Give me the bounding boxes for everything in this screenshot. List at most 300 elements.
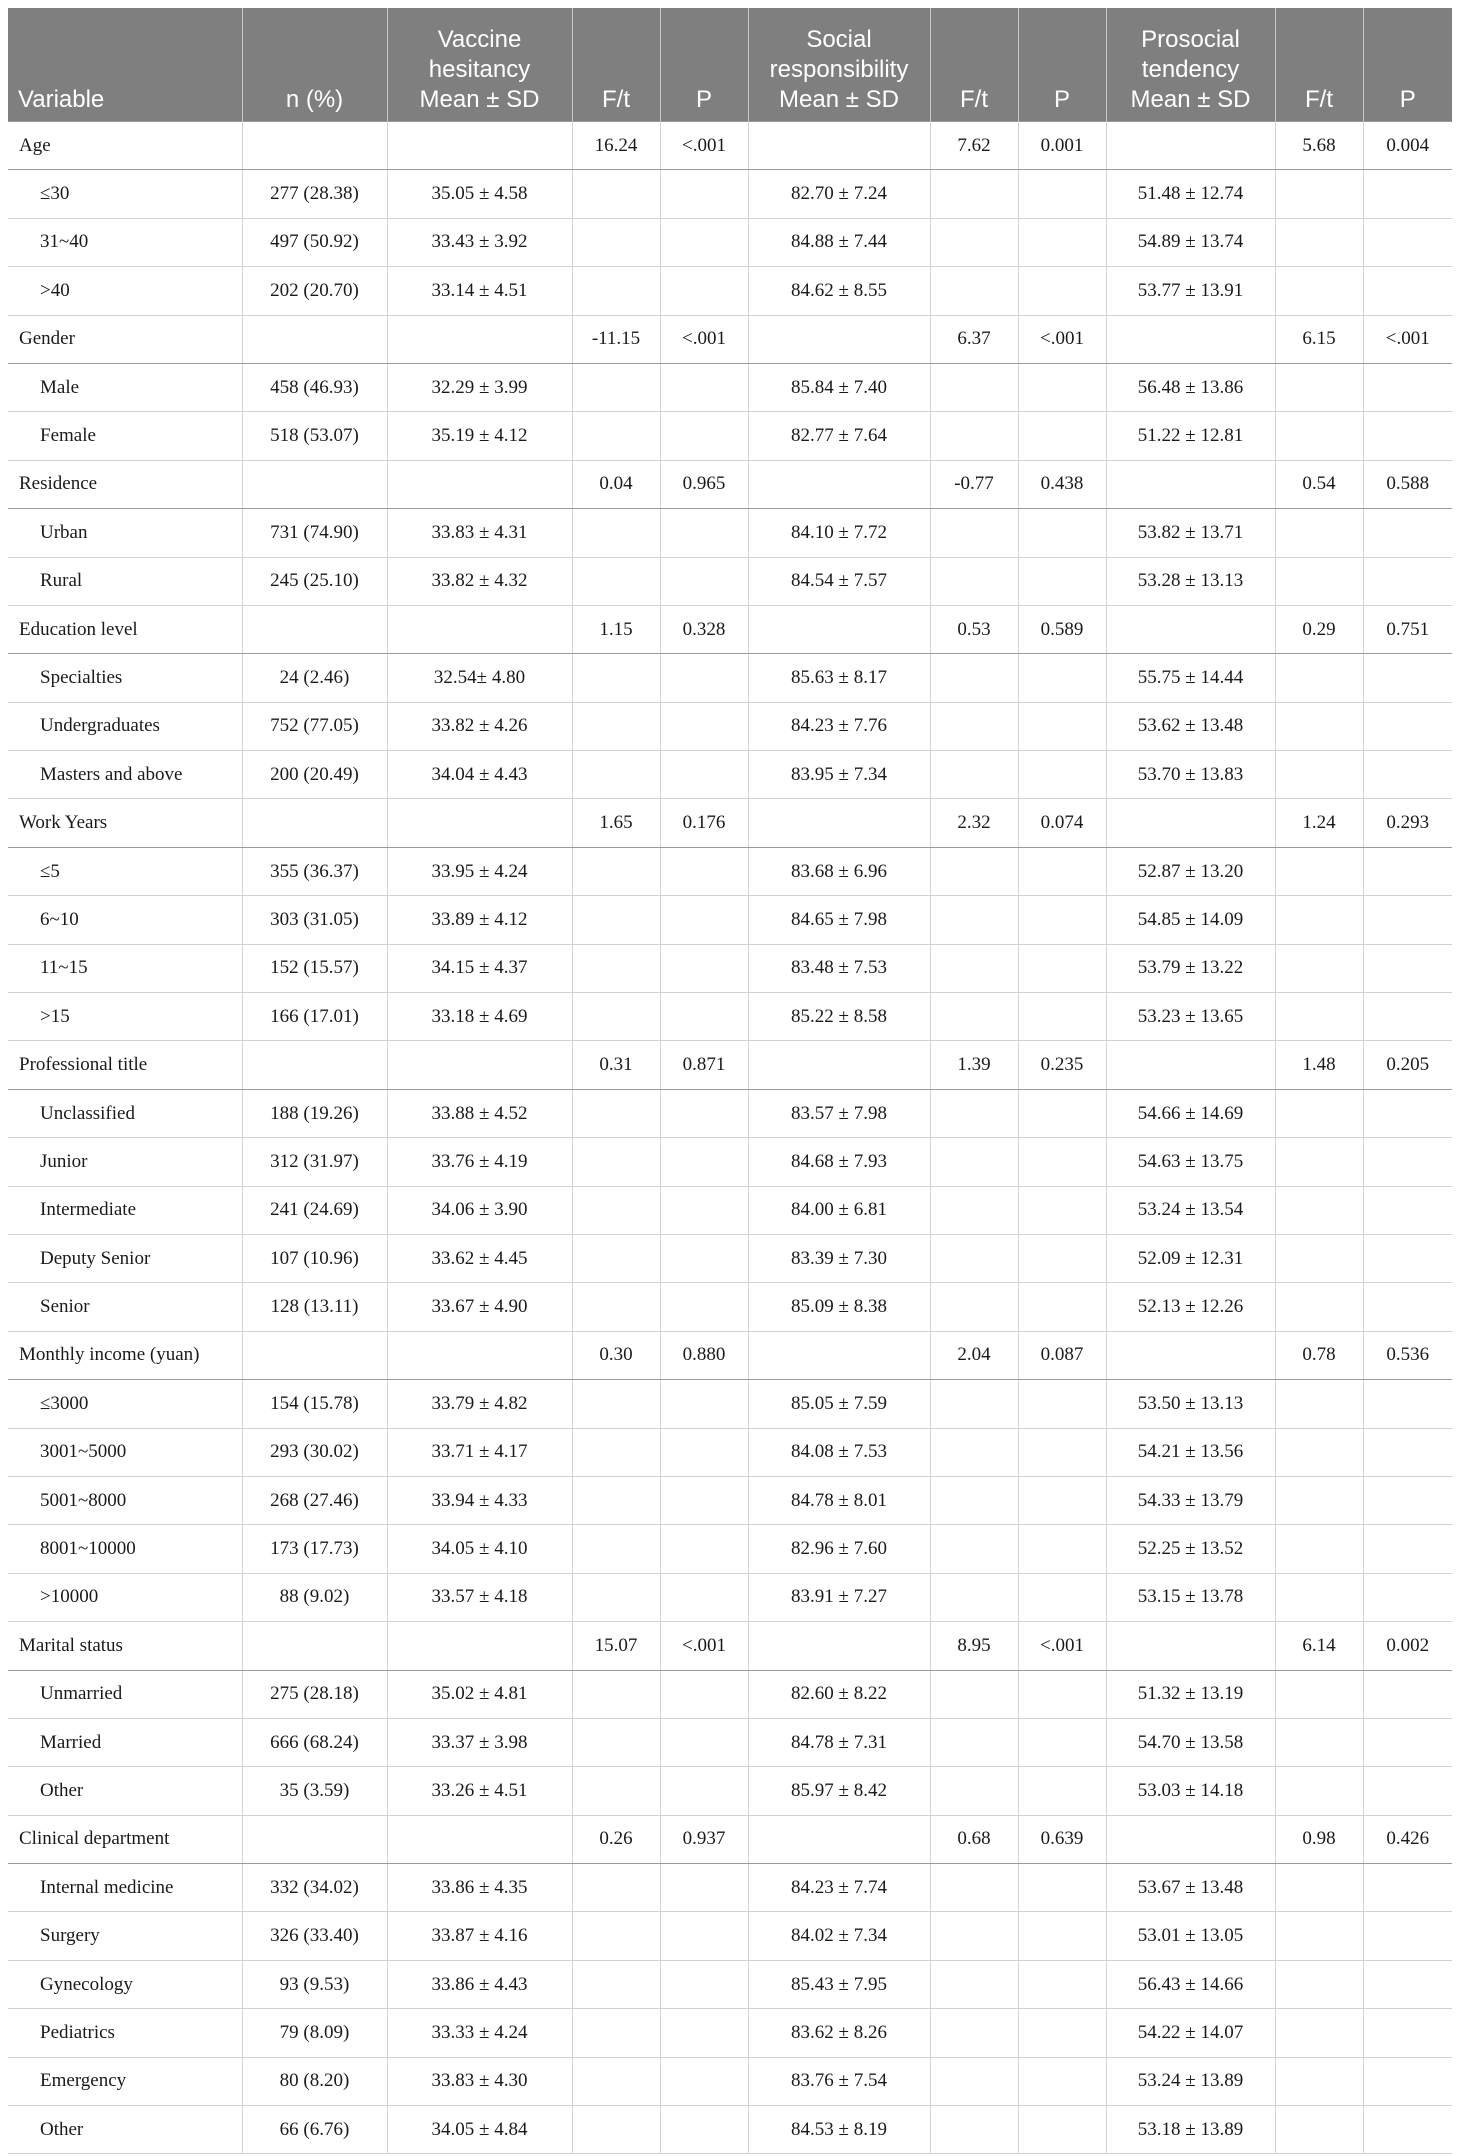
pt-ft-cell	[1275, 2106, 1363, 2154]
vh-ft-cell	[572, 412, 660, 460]
table-body	[8, 122, 1452, 2154]
table-row	[8, 170, 1452, 218]
vh-p-cell	[660, 944, 748, 992]
sr-ft-cell: 8.95	[930, 1622, 1018, 1670]
social-responsibility-cell: 84.10 ± 7.72	[748, 509, 930, 557]
pt-ft-cell	[1275, 1283, 1363, 1331]
pt-p-cell	[1363, 751, 1452, 799]
social-responsibility-cell: 83.68 ± 6.96	[748, 847, 930, 895]
pt-p-cell	[1363, 1670, 1452, 1718]
sr-p-cell	[1018, 509, 1106, 557]
pt-p-cell	[1363, 1767, 1452, 1815]
pt-p-cell	[1363, 1428, 1452, 1476]
prosocial-tendency-cell: 53.01 ± 13.05	[1106, 1912, 1275, 1960]
n-percent-cell: 202 (20.70)	[242, 267, 387, 315]
vh-ft-cell	[572, 1380, 660, 1428]
table-row	[8, 363, 1452, 411]
table-group-row	[8, 315, 1452, 363]
sr-p-cell	[1018, 1573, 1106, 1621]
header-sr-line-1: Social	[806, 26, 872, 53]
sr-ft-cell	[930, 1234, 1018, 1282]
pt-p-cell	[1363, 218, 1452, 266]
prosocial-tendency-cell	[1106, 1815, 1275, 1863]
vh-ft-cell: 0.30	[572, 1331, 660, 1379]
vh-p-cell	[660, 1380, 748, 1428]
sr-p-cell	[1018, 1186, 1106, 1234]
pt-p-cell	[1363, 2106, 1452, 2154]
variable-cell: ≤5	[8, 847, 242, 895]
n-percent-cell: 154 (15.78)	[242, 1380, 387, 1428]
n-percent-cell: 332 (34.02)	[242, 1864, 387, 1912]
table-row	[8, 1573, 1452, 1621]
prosocial-tendency-cell: 53.18 ± 13.89	[1106, 2106, 1275, 2154]
n-percent-cell	[242, 122, 387, 170]
vh-p-cell	[660, 1428, 748, 1476]
social-responsibility-cell: 84.88 ± 7.44	[748, 218, 930, 266]
pt-p-cell: 0.426	[1363, 1815, 1452, 1863]
prosocial-tendency-cell: 53.62 ± 13.48	[1106, 702, 1275, 750]
variable-cell: 3001~5000	[8, 1428, 242, 1476]
sr-p-cell	[1018, 2009, 1106, 2057]
sr-ft-cell	[930, 412, 1018, 460]
sr-p-cell	[1018, 1718, 1106, 1766]
vh-ft-cell	[572, 1767, 660, 1815]
pt-p-cell	[1363, 944, 1452, 992]
prosocial-tendency-cell	[1106, 315, 1275, 363]
social-responsibility-cell: 84.54 ± 7.57	[748, 557, 930, 605]
social-responsibility-cell: 83.48 ± 7.53	[748, 944, 930, 992]
vaccine-hesitancy-cell: 33.26 ± 4.51	[387, 1767, 572, 1815]
sr-ft-cell: 0.53	[930, 605, 1018, 653]
prosocial-tendency-cell	[1106, 122, 1275, 170]
sr-ft-cell	[930, 1912, 1018, 1960]
social-responsibility-cell	[748, 460, 930, 508]
vh-ft-cell	[572, 1234, 660, 1282]
pt-ft-cell	[1275, 1864, 1363, 1912]
n-percent-cell: 241 (24.69)	[242, 1186, 387, 1234]
prosocial-tendency-cell: 52.13 ± 12.26	[1106, 1283, 1275, 1331]
prosocial-tendency-cell: 53.70 ± 13.83	[1106, 751, 1275, 799]
vaccine-hesitancy-cell: 32.29 ± 3.99	[387, 363, 572, 411]
table-row	[8, 702, 1452, 750]
vaccine-hesitancy-cell: 35.19 ± 4.12	[387, 412, 572, 460]
prosocial-tendency-cell: 53.79 ± 13.22	[1106, 944, 1275, 992]
sr-p-cell	[1018, 1525, 1106, 1573]
variable-cell: >15	[8, 993, 242, 1041]
pt-ft-cell	[1275, 1767, 1363, 1815]
header-vh-line-3: Mean ± SD	[419, 86, 540, 113]
variable-cell: Undergraduates	[8, 702, 242, 750]
sr-p-cell	[1018, 993, 1106, 1041]
sr-ft-cell	[930, 751, 1018, 799]
sr-ft-cell: 2.04	[930, 1331, 1018, 1379]
sr-p-cell	[1018, 1912, 1106, 1960]
pt-p-cell	[1363, 557, 1452, 605]
variable-cell: Masters and above	[8, 751, 242, 799]
variable-cell: Other	[8, 1767, 242, 1815]
social-responsibility-cell: 82.70 ± 7.24	[748, 170, 930, 218]
table-row	[8, 2106, 1452, 2154]
variable-cell: Female	[8, 412, 242, 460]
sr-ft-cell	[930, 1864, 1018, 1912]
variable-cell: 5001~8000	[8, 1476, 242, 1524]
pt-p-cell: 0.293	[1363, 799, 1452, 847]
sr-p-cell: 0.001	[1018, 122, 1106, 170]
vh-ft-cell	[572, 2106, 660, 2154]
vh-p-cell	[660, 1138, 748, 1186]
pt-p-cell	[1363, 509, 1452, 557]
sr-ft-cell	[930, 847, 1018, 895]
pt-ft-cell: 0.29	[1275, 605, 1363, 653]
vh-p-cell	[660, 1476, 748, 1524]
prosocial-tendency-cell: 51.48 ± 12.74	[1106, 170, 1275, 218]
header-p-3: P	[1363, 8, 1452, 122]
sr-ft-cell	[930, 2057, 1018, 2105]
prosocial-tendency-cell: 54.63 ± 13.75	[1106, 1138, 1275, 1186]
sr-p-cell	[1018, 1089, 1106, 1137]
prosocial-tendency-cell: 54.22 ± 14.07	[1106, 2009, 1275, 2057]
pt-p-cell	[1363, 2009, 1452, 2057]
pt-p-cell	[1363, 847, 1452, 895]
n-percent-cell: 666 (68.24)	[242, 1718, 387, 1766]
table-row	[8, 1718, 1452, 1766]
vh-ft-cell: 1.65	[572, 799, 660, 847]
social-responsibility-cell: 84.00 ± 6.81	[748, 1186, 930, 1234]
vh-p-cell: 0.937	[660, 1815, 748, 1863]
prosocial-tendency-cell	[1106, 1622, 1275, 1670]
sr-p-cell: 0.087	[1018, 1331, 1106, 1379]
pt-p-cell: 0.536	[1363, 1331, 1452, 1379]
variable-cell: Surgery	[8, 1912, 242, 1960]
variable-cell: Work Years	[8, 799, 242, 847]
n-percent-cell: 93 (9.53)	[242, 1960, 387, 2008]
n-percent-cell: 35 (3.59)	[242, 1767, 387, 1815]
variable-cell: Emergency	[8, 2057, 242, 2105]
pt-ft-cell	[1275, 1089, 1363, 1137]
sr-p-cell	[1018, 170, 1106, 218]
sr-ft-cell	[930, 1525, 1018, 1573]
vh-p-cell	[660, 1234, 748, 1282]
vaccine-hesitancy-cell: 33.82 ± 4.32	[387, 557, 572, 605]
vh-ft-cell	[572, 1283, 660, 1331]
pt-ft-cell	[1275, 847, 1363, 895]
vh-ft-cell	[572, 1912, 660, 1960]
social-responsibility-cell	[748, 799, 930, 847]
vaccine-hesitancy-cell: 35.02 ± 4.81	[387, 1670, 572, 1718]
table-row	[8, 896, 1452, 944]
vaccine-hesitancy-cell	[387, 1331, 572, 1379]
pt-ft-cell	[1275, 1186, 1363, 1234]
variable-cell: Marital status	[8, 1622, 242, 1670]
prosocial-tendency-cell: 51.22 ± 12.81	[1106, 412, 1275, 460]
pt-p-cell: 0.751	[1363, 605, 1452, 653]
sr-p-cell	[1018, 1380, 1106, 1428]
vh-p-cell: 0.871	[660, 1041, 748, 1089]
variable-cell: >40	[8, 267, 242, 315]
pt-p-cell	[1363, 1718, 1452, 1766]
vh-ft-cell	[572, 1089, 660, 1137]
social-responsibility-cell	[748, 1041, 930, 1089]
sr-p-cell	[1018, 1476, 1106, 1524]
pt-ft-cell	[1275, 267, 1363, 315]
vaccine-hesitancy-cell: 33.79 ± 4.82	[387, 1380, 572, 1428]
sr-p-cell: 0.074	[1018, 799, 1106, 847]
pt-ft-cell	[1275, 896, 1363, 944]
table-row	[8, 1476, 1452, 1524]
vh-ft-cell: 16.24	[572, 122, 660, 170]
vaccine-hesitancy-cell: 33.62 ± 4.45	[387, 1234, 572, 1282]
n-percent-cell: 79 (8.09)	[242, 2009, 387, 2057]
sr-ft-cell	[930, 2106, 1018, 2154]
sr-p-cell	[1018, 751, 1106, 799]
pt-ft-cell: 6.15	[1275, 315, 1363, 363]
pt-ft-cell	[1275, 509, 1363, 557]
vh-p-cell	[660, 1525, 748, 1573]
sr-ft-cell	[930, 509, 1018, 557]
pt-p-cell	[1363, 363, 1452, 411]
social-responsibility-cell: 82.96 ± 7.60	[748, 1525, 930, 1573]
social-responsibility-cell: 85.84 ± 7.40	[748, 363, 930, 411]
pt-ft-cell	[1275, 944, 1363, 992]
social-responsibility-cell: 85.05 ± 7.59	[748, 1380, 930, 1428]
vh-ft-cell	[572, 1718, 660, 1766]
variable-cell: Unclassified	[8, 1089, 242, 1137]
n-percent-cell: 188 (19.26)	[242, 1089, 387, 1137]
sr-p-cell	[1018, 1283, 1106, 1331]
header-variable: Variable	[8, 8, 242, 122]
n-percent-cell: 497 (50.92)	[242, 218, 387, 266]
vh-ft-cell	[572, 1960, 660, 2008]
sr-p-cell	[1018, 1138, 1106, 1186]
prosocial-tendency-cell: 51.32 ± 13.19	[1106, 1670, 1275, 1718]
vh-ft-cell	[572, 557, 660, 605]
sr-ft-cell: 6.37	[930, 315, 1018, 363]
sr-p-cell	[1018, 702, 1106, 750]
sr-ft-cell	[930, 1428, 1018, 1476]
table-row	[8, 267, 1452, 315]
pt-p-cell	[1363, 1912, 1452, 1960]
pt-p-cell: 0.002	[1363, 1622, 1452, 1670]
social-responsibility-cell: 85.63 ± 8.17	[748, 654, 930, 702]
variable-cell: >10000	[8, 1573, 242, 1621]
header-prosocial-tendency	[1106, 8, 1275, 122]
table-row	[8, 1525, 1452, 1573]
table-row	[8, 1138, 1452, 1186]
social-responsibility-cell	[748, 315, 930, 363]
variable-cell: Gynecology	[8, 1960, 242, 2008]
header-sr-line-2: responsibility	[769, 56, 909, 83]
social-responsibility-cell: 85.09 ± 8.38	[748, 1283, 930, 1331]
vh-p-cell: 0.880	[660, 1331, 748, 1379]
vh-p-cell: 0.176	[660, 799, 748, 847]
vh-p-cell	[660, 896, 748, 944]
pt-ft-cell: 5.68	[1275, 122, 1363, 170]
variable-cell: Residence	[8, 460, 242, 508]
header-ft-3: F/t	[1275, 8, 1363, 122]
vaccine-hesitancy-cell: 33.14 ± 4.51	[387, 267, 572, 315]
n-percent-cell: 107 (10.96)	[242, 1234, 387, 1282]
table-group-row	[8, 799, 1452, 847]
vh-p-cell: 0.328	[660, 605, 748, 653]
vh-ft-cell	[572, 1525, 660, 1573]
social-responsibility-cell: 84.62 ± 8.55	[748, 267, 930, 315]
n-percent-cell: 268 (27.46)	[242, 1476, 387, 1524]
social-responsibility-cell: 84.23 ± 7.74	[748, 1864, 930, 1912]
prosocial-tendency-cell: 54.89 ± 13.74	[1106, 218, 1275, 266]
pt-p-cell	[1363, 1186, 1452, 1234]
social-responsibility-cell: 84.23 ± 7.76	[748, 702, 930, 750]
table-row	[8, 218, 1452, 266]
table-row	[8, 944, 1452, 992]
table-row	[8, 1186, 1452, 1234]
header-vh-line-1: Vaccine	[437, 26, 522, 53]
vh-p-cell	[660, 993, 748, 1041]
social-responsibility-cell: 83.76 ± 7.54	[748, 2057, 930, 2105]
vaccine-hesitancy-cell: 33.88 ± 4.52	[387, 1089, 572, 1137]
variable-cell: Married	[8, 1718, 242, 1766]
sr-p-cell	[1018, 363, 1106, 411]
prosocial-tendency-cell: 56.43 ± 14.66	[1106, 1960, 1275, 2008]
vh-ft-cell	[572, 944, 660, 992]
vaccine-hesitancy-cell	[387, 605, 572, 653]
header-pt-line-1: Prosocial	[1141, 26, 1240, 53]
n-percent-cell: 275 (28.18)	[242, 1670, 387, 1718]
n-percent-cell	[242, 1622, 387, 1670]
table-row	[8, 751, 1452, 799]
pt-ft-cell	[1275, 2009, 1363, 2057]
variable-cell: 31~40	[8, 218, 242, 266]
vaccine-hesitancy-cell: 33.94 ± 4.33	[387, 1476, 572, 1524]
vh-ft-cell: 1.15	[572, 605, 660, 653]
prosocial-tendency-cell: 52.87 ± 13.20	[1106, 847, 1275, 895]
n-percent-cell: 458 (46.93)	[242, 363, 387, 411]
social-responsibility-cell	[748, 1331, 930, 1379]
social-responsibility-cell: 85.43 ± 7.95	[748, 1960, 930, 2008]
table-group-row	[8, 460, 1452, 508]
vaccine-hesitancy-cell: 35.05 ± 4.58	[387, 170, 572, 218]
sr-ft-cell	[930, 944, 1018, 992]
pt-ft-cell	[1275, 1670, 1363, 1718]
n-percent-cell	[242, 1815, 387, 1863]
vh-p-cell	[660, 1186, 748, 1234]
prosocial-tendency-cell: 54.33 ± 13.79	[1106, 1476, 1275, 1524]
pt-ft-cell: 1.24	[1275, 799, 1363, 847]
pt-ft-cell	[1275, 170, 1363, 218]
header-sr-line-3: Mean ± SD	[779, 86, 899, 113]
pt-ft-cell	[1275, 412, 1363, 460]
variable-cell: Other	[8, 2106, 242, 2154]
table-row	[8, 509, 1452, 557]
pt-ft-cell: 0.98	[1275, 1815, 1363, 1863]
prosocial-tendency-cell: 52.09 ± 12.31	[1106, 1234, 1275, 1282]
sr-ft-cell	[930, 218, 1018, 266]
vh-p-cell: <.001	[660, 315, 748, 363]
prosocial-tendency-cell	[1106, 605, 1275, 653]
pt-ft-cell: 6.14	[1275, 1622, 1363, 1670]
variable-cell: 8001~10000	[8, 1525, 242, 1573]
vh-ft-cell: 0.31	[572, 1041, 660, 1089]
table-group-row	[8, 122, 1452, 170]
vaccine-hesitancy-cell: 33.95 ± 4.24	[387, 847, 572, 895]
sr-ft-cell	[930, 1670, 1018, 1718]
social-responsibility-cell: 84.53 ± 8.19	[748, 2106, 930, 2154]
social-responsibility-cell	[748, 605, 930, 653]
vh-p-cell	[660, 2009, 748, 2057]
vh-p-cell	[660, 2106, 748, 2154]
variable-cell: 6~10	[8, 896, 242, 944]
social-responsibility-cell: 83.39 ± 7.30	[748, 1234, 930, 1282]
statistics-table	[8, 8, 1452, 2154]
social-responsibility-cell: 83.57 ± 7.98	[748, 1089, 930, 1137]
header-ft-1: F/t	[572, 8, 660, 122]
table-group-row	[8, 1041, 1452, 1089]
vh-p-cell: <.001	[660, 122, 748, 170]
n-percent-cell: 80 (8.20)	[242, 2057, 387, 2105]
pt-ft-cell: 0.78	[1275, 1331, 1363, 1379]
vh-p-cell	[660, 509, 748, 557]
pt-p-cell	[1363, 1573, 1452, 1621]
header-p-1: P	[660, 8, 748, 122]
social-responsibility-cell: 84.78 ± 8.01	[748, 1476, 930, 1524]
vh-ft-cell: 0.04	[572, 460, 660, 508]
sr-ft-cell: 2.32	[930, 799, 1018, 847]
vh-ft-cell	[572, 2009, 660, 2057]
pt-p-cell	[1363, 993, 1452, 1041]
variable-cell: Education level	[8, 605, 242, 653]
vaccine-hesitancy-cell: 34.04 ± 4.43	[387, 751, 572, 799]
sr-ft-cell	[930, 267, 1018, 315]
vh-ft-cell	[572, 1670, 660, 1718]
prosocial-tendency-cell: 53.28 ± 13.13	[1106, 557, 1275, 605]
sr-ft-cell	[930, 702, 1018, 750]
sr-p-cell	[1018, 1670, 1106, 1718]
header-vh-line-2: hesitancy	[428, 56, 531, 83]
vaccine-hesitancy-cell	[387, 1815, 572, 1863]
vaccine-hesitancy-cell	[387, 1041, 572, 1089]
social-responsibility-cell	[748, 122, 930, 170]
vh-ft-cell	[572, 751, 660, 799]
vh-ft-cell	[572, 218, 660, 266]
vaccine-hesitancy-cell: 33.86 ± 4.35	[387, 1864, 572, 1912]
vaccine-hesitancy-cell: 33.89 ± 4.12	[387, 896, 572, 944]
vh-p-cell	[660, 654, 748, 702]
pt-p-cell: 0.205	[1363, 1041, 1452, 1089]
vh-p-cell	[660, 702, 748, 750]
n-percent-cell: 518 (53.07)	[242, 412, 387, 460]
sr-ft-cell: 7.62	[930, 122, 1018, 170]
vh-p-cell	[660, 1912, 748, 1960]
pt-p-cell	[1363, 1234, 1452, 1282]
variable-cell: Internal medicine	[8, 1864, 242, 1912]
prosocial-tendency-cell	[1106, 1331, 1275, 1379]
variable-cell: Deputy Senior	[8, 1234, 242, 1282]
sr-p-cell	[1018, 896, 1106, 944]
table-row	[8, 557, 1452, 605]
table-group-row	[8, 1815, 1452, 1863]
prosocial-tendency-cell: 53.23 ± 13.65	[1106, 993, 1275, 1041]
vh-ft-cell	[572, 1573, 660, 1621]
pt-p-cell	[1363, 1283, 1452, 1331]
n-percent-cell	[242, 315, 387, 363]
header-vaccine-hesitancy	[387, 8, 572, 122]
prosocial-tendency-cell: 54.85 ± 14.09	[1106, 896, 1275, 944]
n-percent-cell: 66 (6.76)	[242, 2106, 387, 2154]
n-percent-cell: 88 (9.02)	[242, 1573, 387, 1621]
header-ft-2: F/t	[930, 8, 1018, 122]
sr-ft-cell	[930, 1476, 1018, 1524]
table-row	[8, 1089, 1452, 1137]
vh-p-cell	[660, 1670, 748, 1718]
